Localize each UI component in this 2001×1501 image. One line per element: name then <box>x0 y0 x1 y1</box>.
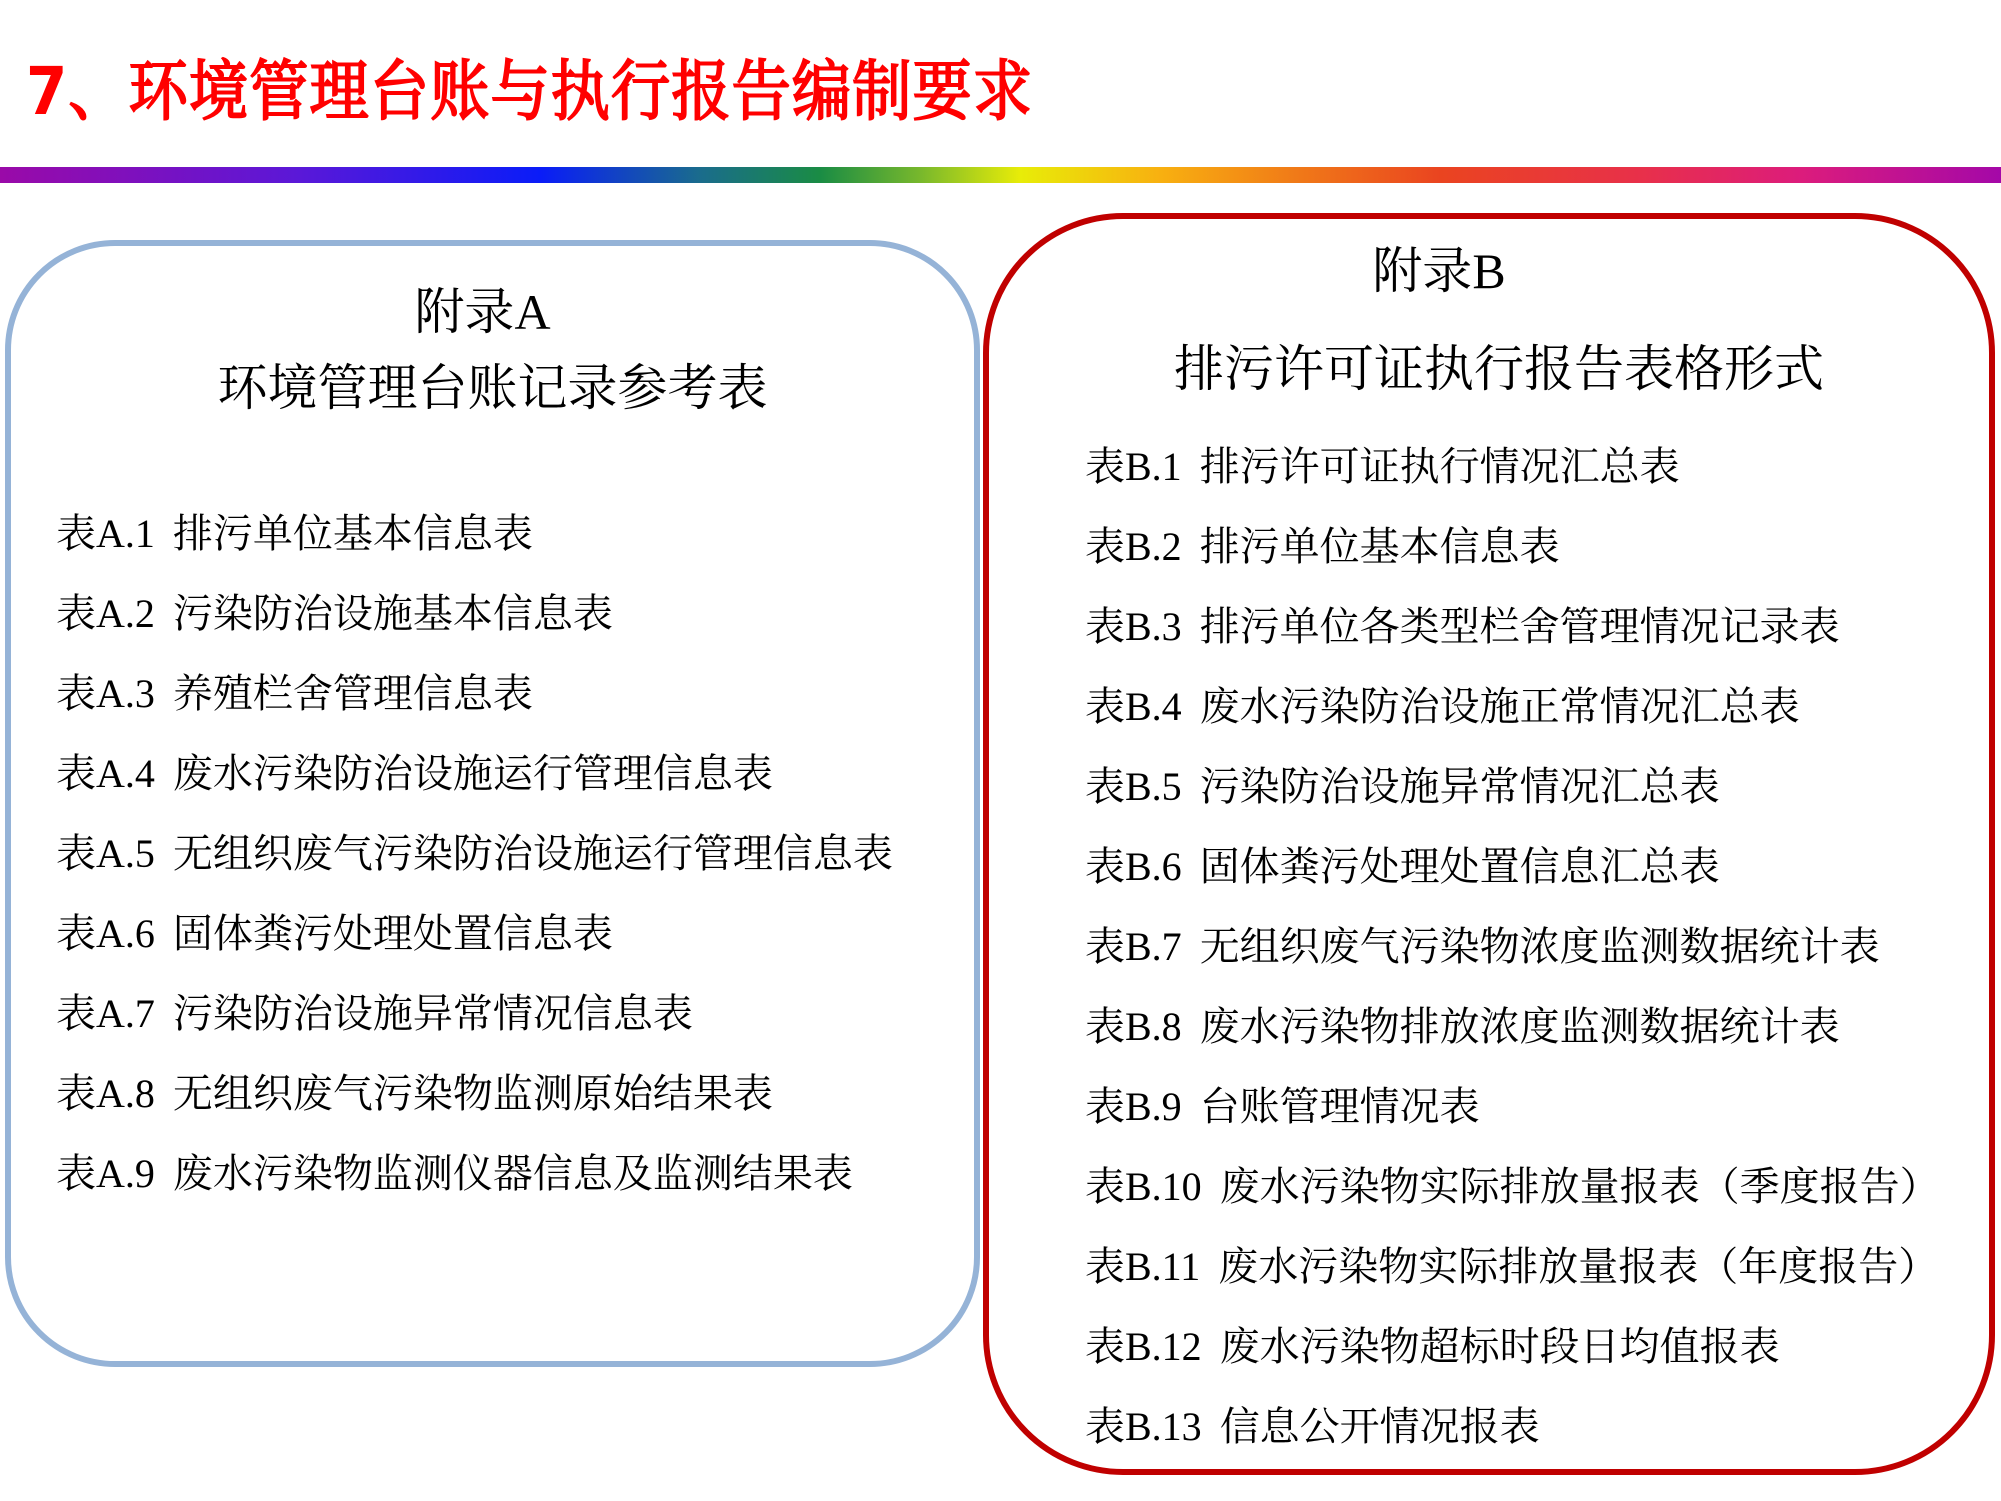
list-item: 表B.4 废水污染防治设施正常情况汇总表 <box>1085 684 1800 730</box>
list-item: 表B.8 废水污染物排放浓度监测数据统计表 <box>1085 1004 1840 1050</box>
list-item: 表B.3 排污单位各类型栏舍管理情况记录表 <box>1085 604 1840 650</box>
list-item: 表B.13 信息公开情况报表 <box>1085 1404 1540 1450</box>
appendix-b-heading-prefix: 附录 <box>1372 242 1473 300</box>
appendix-a-subtitle: 环境管理台账记录参考表 <box>217 359 768 417</box>
appendix-b-heading-letter: B <box>1472 243 1506 299</box>
appendix-a-box <box>5 240 980 1367</box>
list-item: 表A.7 污染防治设施异常情况信息表 <box>56 991 693 1037</box>
appendix-a-heading-prefix: 附录 <box>414 283 515 341</box>
appendix-b-box <box>983 213 1995 1475</box>
list-item: 表B.1 排污许可证执行情况汇总表 <box>1085 444 1680 490</box>
list-item: 表A.6 固体粪污处理处置信息表 <box>56 911 613 957</box>
list-item: 表B.6 固体粪污处理处置信息汇总表 <box>1085 844 1720 890</box>
list-item: 表B.9 台账管理情况表 <box>1085 1084 1480 1130</box>
list-item: 表B.7 无组织废气污染物浓度监测数据统计表 <box>1085 924 1880 970</box>
list-item: 表A.5 无组织废气污染防治设施运行管理信息表 <box>56 831 893 877</box>
appendix-a-heading <box>0 282 974 342</box>
list-item: 表A.4 废水污染防治设施运行管理信息表 <box>56 751 773 797</box>
list-item: 表A.8 无组织废气污染物监测原始结果表 <box>56 1071 773 1117</box>
appendix-b-subtitle: 排污许可证执行报告表格形式 <box>1174 340 1824 398</box>
list-item: 表A.1 排污单位基本信息表 <box>56 511 533 557</box>
list-item: 表B.5 污染防治设施异常情况汇总表 <box>1085 764 1720 810</box>
list-item: 表B.10 废水污染物实际排放量报表（季度报告） <box>1085 1164 1940 1210</box>
list-item: 表A.2 污染防治设施基本信息表 <box>56 591 613 637</box>
slide-title: 7、环境管理台账与执行报告编制要求 <box>26 53 1034 130</box>
list-item: 表B.11 废水污染物实际排放量报表（年度报告） <box>1085 1244 1939 1290</box>
list-item: 表B.2 排污单位基本信息表 <box>1085 524 1560 570</box>
list-item: 表A.3 养殖栏舍管理信息表 <box>56 671 533 717</box>
appendix-a-heading-letter: A <box>514 284 551 340</box>
list-item: 表A.9 废水污染物监测仪器信息及监测结果表 <box>56 1151 853 1197</box>
appendix-b-heading <box>889 241 1989 301</box>
rainbow-divider <box>0 167 2001 183</box>
list-item: 表B.12 废水污染物超标时段日均值报表 <box>1085 1324 1780 1370</box>
